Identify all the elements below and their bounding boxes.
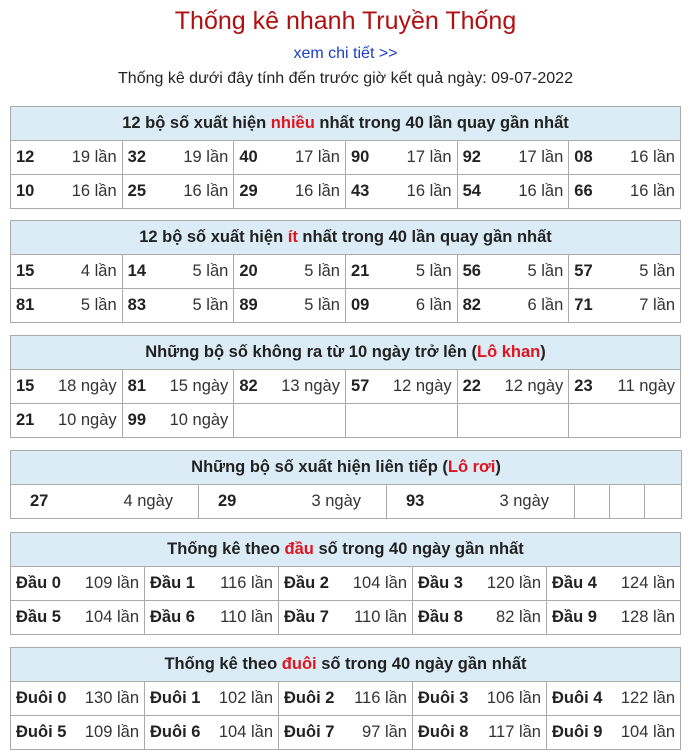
- stat-value: 18 ngày: [57, 377, 117, 395]
- stat-cell: [11, 175, 123, 209]
- stat-cell: [547, 567, 681, 601]
- stat-key: 22: [462, 377, 481, 395]
- stat-key: 10: [16, 182, 35, 200]
- stat-cell: [11, 141, 123, 175]
- stat-value: 130 lần: [84, 689, 139, 707]
- duoi-header: [11, 648, 681, 682]
- stat-key: 57: [574, 262, 593, 280]
- empty-cell: [610, 485, 645, 519]
- stat-key: 09: [350, 296, 370, 314]
- stat-value: 17 lần: [518, 148, 564, 166]
- header-text: nhất trong 40 lần quay gần nhất: [297, 228, 552, 246]
- view-details-link[interactable]: xem chi tiết >>: [293, 45, 398, 62]
- stat-key: Đầu 3: [418, 574, 463, 592]
- page-title: Thống kê nhanh Truyền Thống: [174, 7, 517, 35]
- stat-value: 19 lần: [71, 148, 117, 166]
- stat-value: 10 ngày: [169, 411, 229, 429]
- stat-value: 82 lần: [496, 608, 541, 626]
- stat-value: 106 lần: [486, 689, 541, 707]
- stat-cell: [122, 175, 234, 209]
- stat-cell: [413, 716, 547, 750]
- empty-cell: [345, 404, 457, 438]
- stat-cell: [569, 175, 681, 209]
- dau-table: [10, 532, 681, 635]
- stat-cell: [11, 716, 145, 750]
- stat-value: 16 lần: [630, 148, 675, 166]
- stat-cell: [279, 601, 413, 635]
- stat-value: 104 lần: [352, 574, 407, 592]
- stat-cell: [547, 601, 681, 635]
- empty-cell: [234, 404, 346, 438]
- stat-value: 4 ngày: [123, 492, 173, 510]
- stat-cell: [413, 601, 547, 635]
- stat-cell: [145, 682, 279, 716]
- header-highlight: Lô khan: [476, 343, 541, 361]
- stat-cell: [345, 370, 457, 404]
- stat-value: 15 ngày: [169, 377, 229, 395]
- stat-key: Đuôi 3: [418, 689, 469, 707]
- stat-value: 117 lần: [488, 723, 541, 741]
- stat-value: 5 lần: [192, 296, 229, 314]
- stat-cell: [457, 255, 569, 289]
- stat-value: 5 lần: [304, 262, 340, 280]
- stat-value: 110 lần: [354, 608, 407, 626]
- header-text: số trong 40 ngày gần nhất: [316, 655, 527, 673]
- stat-cell: [145, 601, 279, 635]
- stat-key: Đuôi 1: [150, 689, 201, 707]
- most-frequent-table: [10, 106, 681, 209]
- stat-cell: [457, 289, 569, 323]
- stat-value: 17 lần: [295, 148, 340, 166]
- stat-value: 116 lần: [354, 689, 407, 707]
- stat-key: Đầu 0: [16, 574, 61, 592]
- stat-value: 17 lần: [406, 148, 452, 166]
- lo-khan-header: [11, 336, 681, 370]
- stat-cell: [457, 175, 569, 209]
- stat-key: 20: [239, 262, 258, 280]
- stat-cell: [457, 370, 569, 404]
- stat-key: 81: [127, 377, 147, 395]
- least-frequent-header: [11, 221, 681, 255]
- header-highlight: ít: [287, 228, 298, 246]
- stat-value: 11 ngày: [617, 377, 675, 395]
- header-highlight: đuôi: [281, 655, 317, 673]
- header-text: ): [540, 343, 546, 361]
- stat-cell: [11, 485, 199, 519]
- stat-value: 16 lần: [183, 182, 229, 200]
- stat-value: 104 lần: [84, 608, 139, 626]
- stat-key: 43: [350, 182, 370, 200]
- lo-roi-table: [10, 450, 682, 519]
- stat-value: 5 lần: [304, 296, 340, 314]
- page-subtitle: Thống kê dưới đây tính đến trước giờ kết quả ngày: 09-07-2022: [118, 70, 573, 87]
- stat-key: Đuôi 5: [16, 723, 67, 741]
- stat-cell: [11, 289, 123, 323]
- stat-cell: [234, 289, 346, 323]
- stat-cell: [145, 567, 279, 601]
- stat-value: 109 lần: [84, 723, 139, 741]
- stat-cell: [122, 404, 234, 438]
- empty-cell: [645, 485, 682, 519]
- stat-cell: [11, 601, 145, 635]
- stat-value: 102 lần: [218, 689, 273, 707]
- stat-cell: [11, 567, 145, 601]
- header-text: Thống kê theo: [167, 540, 285, 558]
- stat-value: 13 ngày: [281, 377, 340, 395]
- stat-key: 32: [127, 148, 147, 166]
- stat-key: Đuôi 0: [16, 689, 67, 707]
- stat-key: 92: [462, 148, 481, 166]
- header-text: Những bộ số không ra từ 10 ngày trở lên (: [145, 343, 477, 361]
- stat-key: Đuôi 6: [150, 723, 201, 741]
- stat-value: 5 lần: [527, 262, 564, 280]
- stat-value: 122 lần: [620, 689, 675, 707]
- stat-cell: [279, 567, 413, 601]
- stat-value: 97 lần: [362, 723, 407, 741]
- stat-cell: [345, 255, 457, 289]
- stat-value: 16 lần: [406, 182, 452, 200]
- stat-cell: [11, 404, 123, 438]
- stat-value: 128 lần: [620, 608, 675, 626]
- stat-value: 120 lần: [486, 574, 541, 592]
- stat-key: 66: [574, 182, 593, 200]
- stat-key: Đuôi 7: [284, 723, 335, 741]
- stat-key: 83: [127, 296, 147, 314]
- header-text: Những bộ số xuất hiện liên tiếp (: [191, 458, 448, 476]
- stat-key: Đầu 6: [150, 608, 195, 626]
- stat-value: 10 ngày: [57, 411, 117, 429]
- stat-key: 71: [574, 296, 593, 314]
- header-text: Thống kê theo: [164, 655, 282, 673]
- stat-value: 16 lần: [295, 182, 340, 200]
- dau-header: [11, 533, 681, 567]
- stat-key: Đầu 8: [418, 608, 463, 626]
- stat-key: 23: [574, 377, 593, 395]
- stat-key: Đuôi 8: [418, 723, 469, 741]
- stat-key: Đuôi 9: [552, 723, 603, 741]
- stat-key: 40: [239, 148, 258, 166]
- stat-cell: [199, 485, 387, 519]
- stat-value: 3 ngày: [311, 492, 361, 510]
- stat-cell: [11, 370, 123, 404]
- stat-cell: [145, 716, 279, 750]
- stat-key: 21: [350, 262, 370, 280]
- stat-value: 5 lần: [639, 262, 675, 280]
- stat-value: 12 ngày: [504, 377, 564, 395]
- stat-cell: [234, 175, 346, 209]
- stat-key: 27: [30, 492, 49, 510]
- stat-cell: [569, 255, 681, 289]
- stat-cell: [569, 370, 681, 404]
- stat-cell: [345, 289, 457, 323]
- header-highlight: Lô rơi: [447, 458, 496, 476]
- stat-value: 109 lần: [84, 574, 139, 592]
- stat-key: 21: [16, 411, 35, 429]
- header-text: 12 bộ số xuất hiện: [122, 114, 271, 132]
- stat-key: 82: [462, 296, 481, 314]
- stat-key: Đầu 5: [16, 608, 61, 626]
- stat-value: 5 lần: [415, 262, 452, 280]
- header-text: số trong 40 ngày gần nhất: [313, 540, 524, 558]
- lo-roi-header: [11, 451, 682, 485]
- stat-key: Đầu 1: [150, 574, 195, 592]
- lo-khan-table: [10, 335, 681, 438]
- stat-key: 57: [350, 377, 370, 395]
- stat-cell: [569, 141, 681, 175]
- stat-cell: [279, 716, 413, 750]
- stat-cell: [122, 370, 234, 404]
- stat-value: 104 lần: [620, 723, 675, 741]
- stat-value: 16 lần: [518, 182, 564, 200]
- stat-cell: [413, 567, 547, 601]
- most-frequent-header: [11, 107, 681, 141]
- stat-key: Đầu 9: [552, 608, 597, 626]
- stat-key: 89: [239, 296, 258, 314]
- stat-value: 5 lần: [80, 296, 117, 314]
- stat-cell: [345, 175, 457, 209]
- stat-cell: [234, 255, 346, 289]
- stat-value: 6 lần: [415, 296, 452, 314]
- stat-cell: [122, 255, 234, 289]
- stat-key: Đầu 2: [284, 574, 329, 592]
- stat-value: 12 ngày: [392, 377, 452, 395]
- stat-key: 81: [16, 296, 35, 314]
- stat-key: Đuôi 4: [552, 689, 603, 707]
- stat-cell: [457, 141, 569, 175]
- stat-value: 16 lần: [71, 182, 117, 200]
- stat-value: 104 lần: [218, 723, 273, 741]
- stat-cell: [279, 682, 413, 716]
- stat-value: 116 lần: [220, 574, 273, 592]
- header-text: ): [495, 458, 501, 476]
- stat-key: 54: [462, 182, 481, 200]
- stat-key: Đầu 7: [284, 608, 329, 626]
- stat-value: 16 lần: [630, 182, 675, 200]
- empty-cell: [575, 485, 610, 519]
- header-highlight: nhiều: [270, 114, 315, 132]
- header-text: nhất trong 40 lần quay gần nhất: [314, 114, 569, 132]
- stat-value: 110 lần: [220, 608, 273, 626]
- stat-cell: [345, 141, 457, 175]
- stat-cell: [122, 289, 234, 323]
- stat-value: 7 lần: [639, 296, 675, 314]
- empty-cell: [569, 404, 681, 438]
- empty-cell: [457, 404, 569, 438]
- stat-cell: [569, 289, 681, 323]
- stat-cell: [122, 141, 234, 175]
- stat-key: 99: [127, 411, 147, 429]
- stat-cell: [547, 716, 681, 750]
- stat-key: 82: [239, 377, 258, 395]
- stat-value: 6 lần: [527, 296, 564, 314]
- stat-value: 3 ngày: [499, 492, 549, 510]
- stat-key: 90: [350, 148, 370, 166]
- stat-value: 19 lần: [183, 148, 229, 166]
- stat-key: 12: [16, 148, 35, 166]
- stat-key: 29: [218, 492, 237, 510]
- stat-value: 4 lần: [80, 262, 117, 280]
- stat-key: 14: [127, 262, 147, 280]
- stat-key: 08: [574, 148, 593, 166]
- stat-cell: [547, 682, 681, 716]
- stat-cell: [234, 141, 346, 175]
- stat-key: 15: [16, 377, 35, 395]
- stat-cell: [11, 682, 145, 716]
- stat-key: Đuôi 2: [284, 689, 335, 707]
- stat-key: 15: [16, 262, 35, 280]
- stat-cell: [413, 682, 547, 716]
- stat-cell: [387, 485, 575, 519]
- stat-cell: [234, 370, 346, 404]
- duoi-table: [10, 647, 681, 750]
- header-text: 12 bộ số xuất hiện: [139, 228, 288, 246]
- stat-key: 93: [406, 492, 425, 510]
- stat-value: 5 lần: [192, 262, 229, 280]
- stat-cell: [11, 255, 123, 289]
- stat-key: 25: [127, 182, 147, 200]
- stat-value: 124 lần: [620, 574, 675, 592]
- stat-key: Đầu 4: [552, 574, 597, 592]
- stat-key: 56: [462, 262, 481, 280]
- header-highlight: đầu: [284, 540, 314, 558]
- stat-key: 29: [239, 182, 258, 200]
- least-frequent-table: [10, 220, 681, 323]
